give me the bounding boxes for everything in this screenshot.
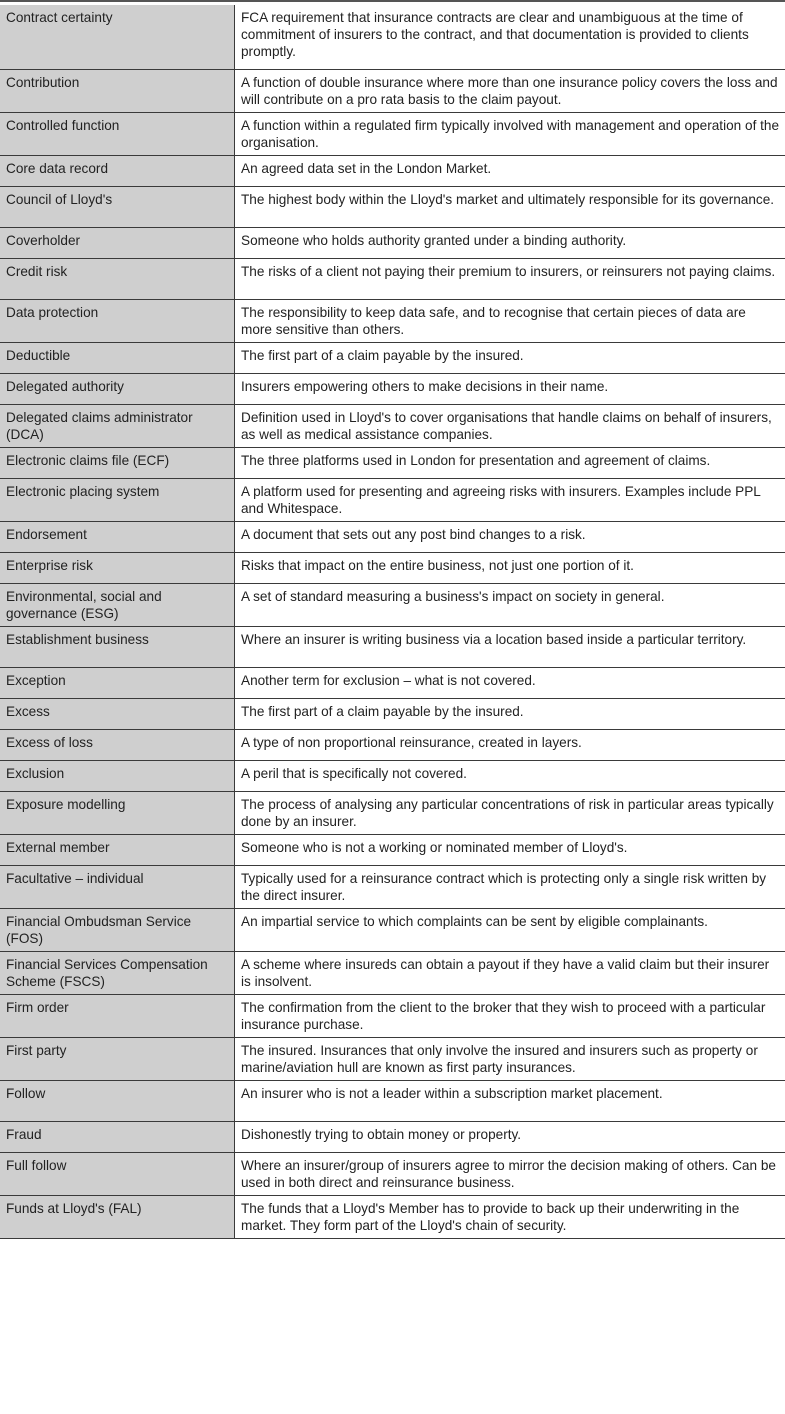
glossary-term: Delegated authority xyxy=(0,373,235,404)
top-rule xyxy=(0,0,785,2)
table-row xyxy=(0,908,785,951)
glossary-definition: The confirmation from the client to the broker that they wish to proceed with a particular insurance purchase. xyxy=(235,994,785,1037)
table-row xyxy=(0,626,785,667)
glossary-term: Electronic claims file (ECF) xyxy=(0,447,235,478)
glossary-definition: The funds that a Lloyd's Member has to provide to back up their underwriting in the market. They form part of the Lloyd's chain of security. xyxy=(235,1195,785,1238)
table-row xyxy=(0,447,785,478)
glossary-term: Data protection xyxy=(0,299,235,342)
table-row xyxy=(0,791,785,834)
glossary-term: Follow xyxy=(0,1080,235,1121)
glossary-term: Full follow xyxy=(0,1152,235,1195)
glossary-term: First party xyxy=(0,1037,235,1080)
glossary-definition: Typically used for a reinsurance contract which is protecting only a single risk written by the direct insurer. xyxy=(235,865,785,908)
glossary-term: Enterprise risk xyxy=(0,552,235,583)
glossary-body xyxy=(0,5,785,1238)
glossary-term: Facultative – individual xyxy=(0,865,235,908)
glossary-definition: The responsibility to keep data safe, and to recognise that certain pieces of data are more sensitive than others. xyxy=(235,299,785,342)
glossary-definition: The insured. Insurances that only involve the insured and insurers such as property or marine/aviation hull are known as first party insurances. xyxy=(235,1037,785,1080)
glossary-definition: Another term for exclusion – what is not covered. xyxy=(235,667,785,698)
table-row xyxy=(0,1195,785,1238)
glossary-term: Establishment business xyxy=(0,626,235,667)
table-row xyxy=(0,258,785,299)
glossary-term: Controlled function xyxy=(0,112,235,155)
glossary-term: Financial Ombudsman Service (FOS) xyxy=(0,908,235,951)
glossary-definition: A document that sets out any post bind changes to a risk. xyxy=(235,521,785,552)
table-row xyxy=(0,994,785,1037)
table-row xyxy=(0,1121,785,1152)
table-row xyxy=(0,5,785,69)
glossary-term: Endorsement xyxy=(0,521,235,552)
glossary-definition: The risks of a client not paying their premium to insurers, or reinsurers not paying claims. xyxy=(235,258,785,299)
glossary-definition: The process of analysing any particular concentrations of risk in particular areas typically done by an insurer. xyxy=(235,791,785,834)
table-row xyxy=(0,760,785,791)
glossary-term: Exception xyxy=(0,667,235,698)
glossary-term: Council of Lloyd's xyxy=(0,186,235,227)
table-row xyxy=(0,1037,785,1080)
glossary-definition: The three platforms used in London for presentation and agreement of claims. xyxy=(235,447,785,478)
glossary-definition: Someone who holds authority granted under a binding authority. xyxy=(235,227,785,258)
glossary-definition: A scheme where insureds can obtain a payout if they have a valid claim but their insurer is insolvent. xyxy=(235,951,785,994)
glossary-term: Electronic placing system xyxy=(0,478,235,521)
table-row xyxy=(0,834,785,865)
table-row xyxy=(0,478,785,521)
table-row xyxy=(0,155,785,186)
glossary-definition: The first part of a claim payable by the insured. xyxy=(235,342,785,373)
glossary-definition: The first part of a claim payable by the insured. xyxy=(235,698,785,729)
table-row xyxy=(0,112,785,155)
glossary-term: Exclusion xyxy=(0,760,235,791)
glossary-definition: An insurer who is not a leader within a subscription market placement. xyxy=(235,1080,785,1121)
glossary-definition: Definition used in Lloyd's to cover organisations that handle claims on behalf of insurers, as well as medical assistance companies. xyxy=(235,404,785,447)
glossary-definition: Where an insurer/group of insurers agree to mirror the decision making of others. Can be used in both direct and reinsurance business. xyxy=(235,1152,785,1195)
glossary-term: Environmental, social and governance (ESG) xyxy=(0,583,235,626)
glossary-definition: FCA requirement that insurance contracts are clear and unambiguous at the time of commitment of insurers to the contract, and that documentation is provided to clients promptly. xyxy=(235,5,785,69)
table-row xyxy=(0,583,785,626)
glossary-term: Exposure modelling xyxy=(0,791,235,834)
glossary-term: Credit risk xyxy=(0,258,235,299)
glossary-term: Delegated claims administrator (DCA) xyxy=(0,404,235,447)
glossary-definition: An impartial service to which complaints can be sent by eligible complainants. xyxy=(235,908,785,951)
table-row xyxy=(0,1080,785,1121)
glossary-definition: A set of standard measuring a business's impact on society in general. xyxy=(235,583,785,626)
glossary-term: Financial Services Compensation Scheme (FSCS) xyxy=(0,951,235,994)
glossary-definition: Someone who is not a working or nominated member of Lloyd's. xyxy=(235,834,785,865)
table-row xyxy=(0,667,785,698)
glossary-term: Funds at Lloyd's (FAL) xyxy=(0,1195,235,1238)
glossary-term: Coverholder xyxy=(0,227,235,258)
glossary-term: Contribution xyxy=(0,69,235,112)
table-row xyxy=(0,186,785,227)
table-row xyxy=(0,299,785,342)
table-row xyxy=(0,865,785,908)
table-row xyxy=(0,729,785,760)
glossary-definition: A function within a regulated firm typically involved with management and operation of the organisation. xyxy=(235,112,785,155)
glossary-term: Excess of loss xyxy=(0,729,235,760)
table-row xyxy=(0,552,785,583)
glossary-definition: Risks that impact on the entire business, not just one portion of it. xyxy=(235,552,785,583)
glossary-definition: A function of double insurance where more than one insurance policy covers the loss and will contribute on a pro rata basis to the claim payout. xyxy=(235,69,785,112)
table-row xyxy=(0,69,785,112)
glossary-definition: Where an insurer is writing business via a location based inside a particular territory. xyxy=(235,626,785,667)
table-row xyxy=(0,373,785,404)
table-row xyxy=(0,521,785,552)
table-row xyxy=(0,404,785,447)
glossary-definition: The highest body within the Lloyd's market and ultimately responsible for its governance. xyxy=(235,186,785,227)
table-row xyxy=(0,342,785,373)
glossary-term: Fraud xyxy=(0,1121,235,1152)
glossary-definition: Dishonestly trying to obtain money or property. xyxy=(235,1121,785,1152)
glossary-definition: An agreed data set in the London Market. xyxy=(235,155,785,186)
glossary-term: Core data record xyxy=(0,155,235,186)
table-row xyxy=(0,227,785,258)
table-row xyxy=(0,1152,785,1195)
glossary-definition: A peril that is specifically not covered. xyxy=(235,760,785,791)
glossary-table xyxy=(0,5,785,1239)
glossary-definition: A platform used for presenting and agreeing risks with insurers. Examples include PPL and Whitespace. xyxy=(235,478,785,521)
glossary-term: External member xyxy=(0,834,235,865)
glossary-term: Contract certainty xyxy=(0,5,235,69)
glossary-definition: A type of non proportional reinsurance, created in layers. xyxy=(235,729,785,760)
table-row xyxy=(0,698,785,729)
glossary-definition: Insurers empowering others to make decisions in their name. xyxy=(235,373,785,404)
table-row xyxy=(0,951,785,994)
glossary-term: Excess xyxy=(0,698,235,729)
glossary-term: Firm order xyxy=(0,994,235,1037)
glossary-term: Deductible xyxy=(0,342,235,373)
